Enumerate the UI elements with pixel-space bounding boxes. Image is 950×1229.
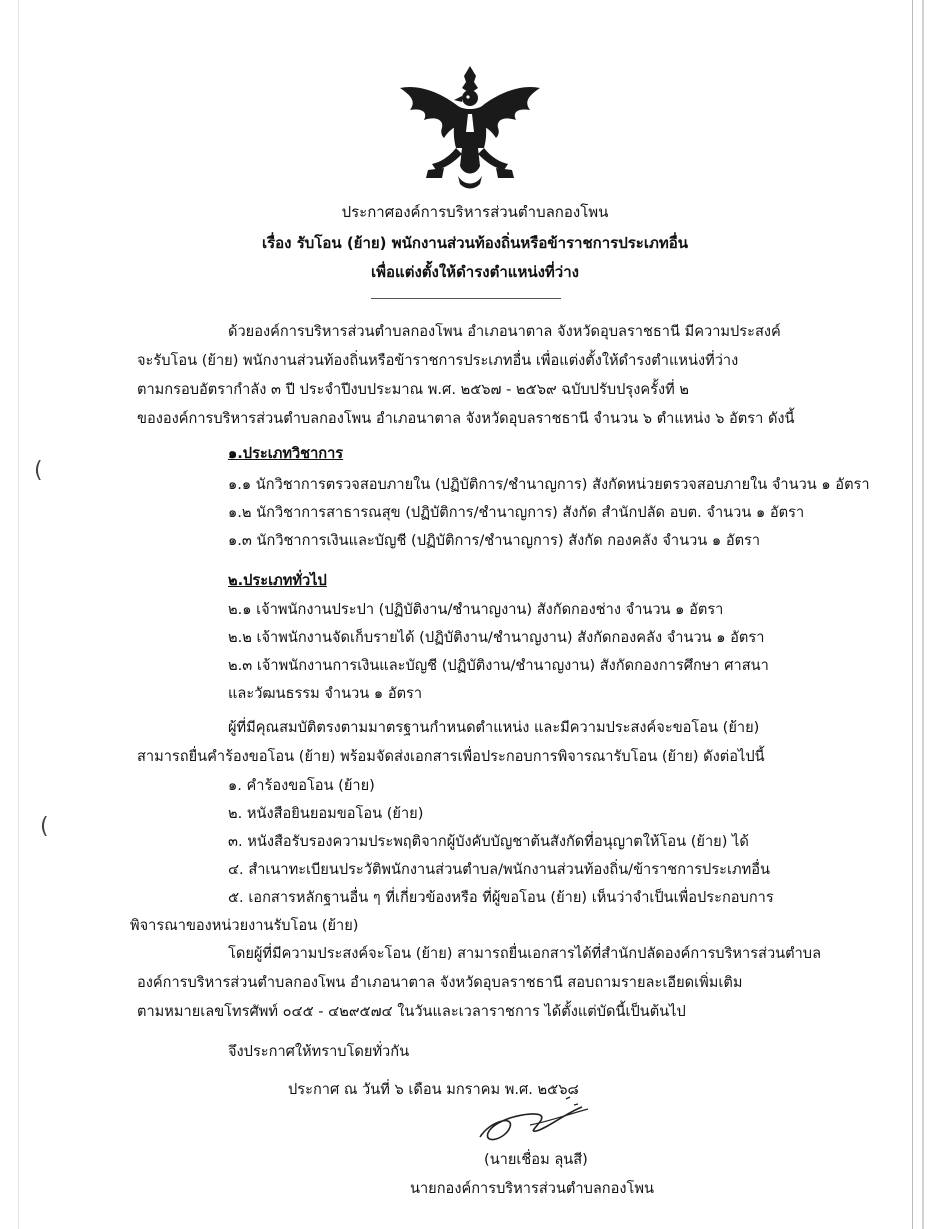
- intro-line: ขององค์การบริหารส่วนตำบลกองโพน อำเภอนาตาล จังหวัดอุบลราชธานี จำนวน ๖ ตำแหน่ง ๖ อัตรา ดังนี้: [137, 410, 795, 427]
- position-item: ๒.๑ เจ้าพนักงานประปา (ปฏิบัติงาน/ชำนาญงาน) สังกัดกองช่าง จำนวน ๑ อัตรา: [228, 601, 724, 618]
- signatory-name: (นายเชื่อม ลุนสี): [484, 1151, 588, 1168]
- contact-line: โดยผู้ที่มีความประสงค์จะโอน (ย้าย) สามารถยื่นเอกสารได้ที่สำนักปลัดองค์การบริหารส่วนตำบล: [228, 945, 822, 962]
- contact-line: ตามหมายเลขโทรศัพท์ ๐๔๕ - ๔๒๙๕๗๔ ในวันและเวลาราชการ ได้ตั้งแต่บัดนี้เป็นต้นไป: [137, 1003, 686, 1020]
- position-item: ๑.๒ นักวิชาการสาธารณสุข (ปฏิบัติการ/ชำนาญการ) สังกัด สำนักปลัด อบต. จำนวน ๑ อัตรา: [228, 504, 805, 521]
- scan-edge-left: [18, 0, 19, 1229]
- qualification-line: ผู้ที่มีคุณสมบัติตรงตามมาตรฐานกำหนดตำแหน่ง และมีความประสงค์จะขอโอน (ย้าย): [228, 719, 760, 736]
- position-item-continued: และวัฒนธรรม จำนวน ๑ อัตรา: [228, 685, 423, 702]
- section-heading-general: ๒.ประเภททั่วไป: [228, 572, 327, 589]
- scan-edge-right: [912, 0, 913, 1229]
- document-item-continued: พิจารณาของหน่วยงานรับโอน (ย้าย): [130, 917, 359, 934]
- document-item: ๒. หนังสือยินยอมขอโอน (ย้าย): [228, 805, 424, 822]
- document-item: ๑. คำร้องขอโอน (ย้าย): [228, 777, 375, 794]
- qualification-line: สามารถยื่นคำร้องขอโอน (ย้าย) พร้อมจัดส่งเอกสารเพื่อประกอบการพิจารณารับโอน (ย้าย) ดังต่อไปนี้: [137, 748, 765, 765]
- margin-bracket-mark: (: [34, 458, 43, 483]
- margin-bracket-mark: (: [40, 814, 49, 839]
- announcement-purpose: เพื่อแต่งตั้งให้ดำรงตำแหน่งที่ว่าง: [371, 263, 579, 281]
- announcement-subject: เรื่อง รับโอน (ย้าย) พนักงานส่วนท้องถิ่นหรือข้าราชการประเภทอื่น: [261, 234, 689, 252]
- contact-line: องค์การบริหารส่วนตำบลกองโพน อำเภอนาตาล จังหวัดอุบลราชธานี สอบถามรายละเอียดเพิ่มเติม: [137, 974, 743, 991]
- garuda-emblem-icon: [388, 62, 552, 192]
- document-item: ๓. หนังสือรับรองความประพฤติจากผู้บังคับบัญชาต้นสังกัดที่อนุญาตให้โอน (ย้าย) ได้: [228, 833, 749, 850]
- announcement-org-title: ประกาศองค์การบริหารส่วนตำบลกองโพน: [341, 203, 609, 221]
- announcement-date: ประกาศ ณ วันที่ ๖ เดือน มกราคม พ.ศ. ๒๕๖๘: [288, 1081, 579, 1098]
- position-item: ๑.๑ นักวิชาการตรวจสอบภายใน (ปฏิบัติการ/ชำนาญการ) สังกัดหน่วยตรวจสอบภายใน จำนวน ๑ อัตรา: [228, 476, 870, 493]
- signatory-position: นายกองค์การบริหารส่วนตำบลกองโพน: [410, 1180, 654, 1197]
- intro-line: ตามกรอบอัตรากำลัง ๓ ปี ประจำปีงบประมาณ พ.ศ. ๒๕๖๗ - ๒๕๖๙ ฉบับปรับปรุงครั้งที่ ๒: [137, 381, 689, 398]
- document-item: ๕. เอกสารหลักฐานอื่น ๆ ที่เกี่ยวข้องหรือ ที่ผู้ขอโอน (ย้าย) เห็นว่าจำเป็นเพื่อประกอบการ: [228, 889, 774, 906]
- section-heading-academic: ๑.ประเภทวิชาการ: [228, 445, 344, 462]
- scan-edge-right-shadow: [922, 0, 924, 1229]
- position-item: ๒.๒ เจ้าพนักงานจัดเก็บรายได้ (ปฏิบัติงาน/ชำนาญงาน) สังกัดกองคลัง จำนวน ๑ อัตรา: [228, 629, 765, 646]
- title-divider: [371, 298, 561, 299]
- handwritten-signature: [470, 1085, 620, 1155]
- position-item: ๒.๓ เจ้าพนักงานการเงินและบัญชี (ปฏิบัติงาน/ชำนาญงาน) สังกัดกองการศึกษา ศาสนา: [228, 657, 769, 674]
- document-item: ๔. สำเนาทะเบียนประวัติพนักงานส่วนตำบล/พนักงานส่วนท้องถิ่น/ข้าราชการประเภทอื่น: [228, 861, 770, 878]
- position-item: ๑.๓ นักวิชาการเงินและบัญชี (ปฏิบัติการ/ชำนาญการ) สังกัด กองคลัง จำนวน ๑ อัตรา: [228, 532, 761, 549]
- intro-line: จะรับโอน (ย้าย) พนักงานส่วนท้องถิ่นหรือข้าราชการประเภทอื่น เพื่อแต่งตั้งให้ดำรงตำแหน่งที่ว่าง: [137, 352, 739, 369]
- closing-statement: จึงประกาศให้ทราบโดยทั่วกัน: [228, 1043, 410, 1060]
- intro-line: ด้วยองค์การบริหารส่วนตำบลกองโพน อำเภอนาตาล จังหวัดอุบลราชธานี มีความประสงค์: [228, 323, 781, 340]
